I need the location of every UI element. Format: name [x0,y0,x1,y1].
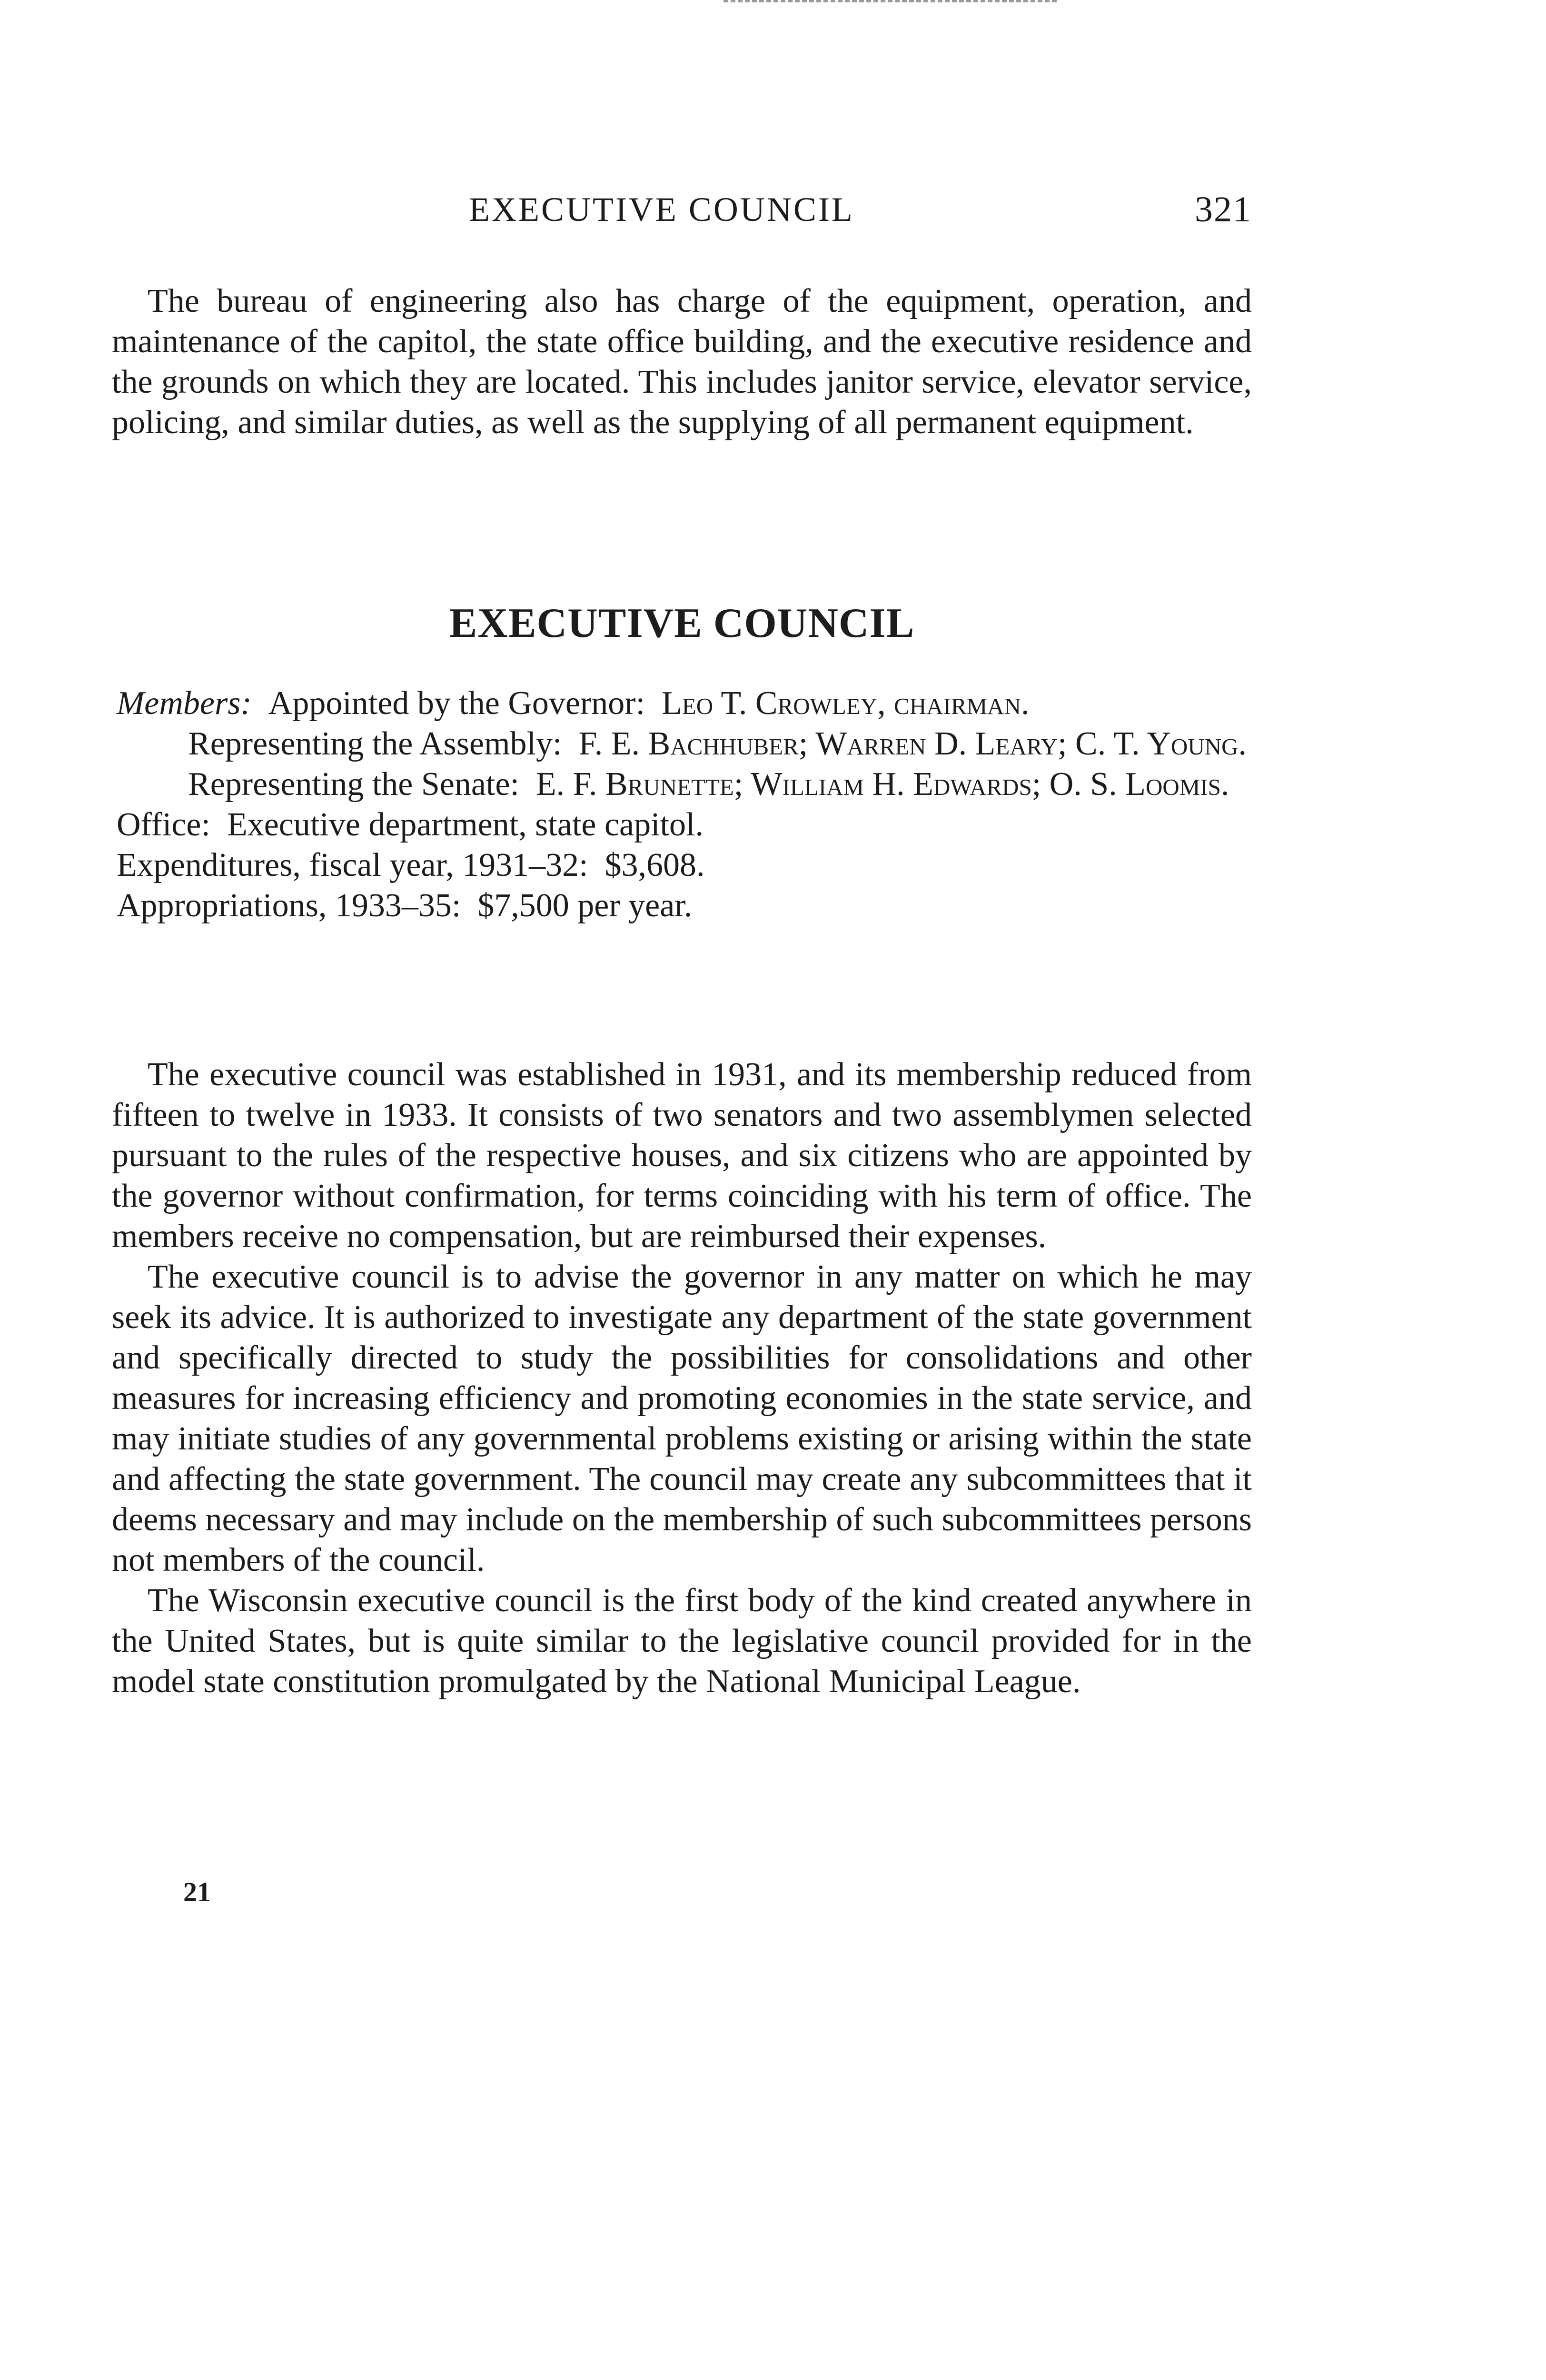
body-paragraph: The executive council was established in 1931, and its membership reduced from fifteen to twelve in 1933. It consists of two senators and two assemblymen selected pursuant to the rules of the respective houses, and six citizens who are appointed by the governor without confirmation, for terms coinciding with his term of office. The members receive no compensation, but are reimbursed their expenses. [112,1056,1252,1255]
senate-label: Representing the Senate: [188,766,519,803]
senate-line [117,764,1254,804]
top-edge-rule [723,0,1057,7]
expenditures-value: $3,608. [605,847,705,883]
assembly-line [117,724,1254,764]
signature-mark: 21 [183,1876,211,1907]
expenditures-line [117,845,1254,885]
running-title: EXECUTIVE COUNCIL [469,190,854,228]
appropriations-label: Appropriations, 1933–35: [117,887,461,924]
governor-appointed-label: Appointed by the Governor: [268,685,645,722]
office-line [117,804,1254,845]
running-header [114,183,1252,236]
assembly-label: Representing the Assembly: [188,725,562,762]
office-value: Executive department, state capitol. [227,806,704,843]
intro-paragraph: The bureau of engineering also has charge of the equipment, operation, and maintenance of the capitol, the state office building, and the executive residence and the grounds on which they are located. This includes janitor service, elevator service, policing, and similar duties, as well as the supplying of all permanent equipment. [112,283,1252,441]
members-line [117,683,1254,724]
members-label: Members: [117,685,252,722]
senate-members: E. F. Brunette; William H. Edwards; O. S. Loomis. [535,766,1229,803]
body-paragraph: The executive council is to advise the governor in any matter on which he may seek its advice. It is authorized to investigate any department of the state government and specifically directed to study the possibilities for consolidations and other measures for increasing efficiency and promoting economies in the state service, and may initiate studies of any governmental problems existing or arising within the state and affecting the state government. The council may create any subcommittees that it deems necessary and may include on the membership of such subcommittees persons not members of the council. [112,1259,1252,1578]
appropriations-line [117,885,1254,926]
page-number: 321 [1195,189,1252,229]
intro-text-block [112,281,1252,443]
appropriations-value: $7,500 per year. [477,887,693,924]
section-title: EXECUTIVE COUNCIL [449,600,915,646]
body-paragraph: The Wisconsin executive council is the first body of the kind created anywhere in the United States, but is quite similar to the legislative council provided for in the model state constitution promulgated by the National Municipal League. [112,1582,1252,1700]
assembly-members: F. E. Bachhuber; Warren D. Leary; C. T. Young. [578,725,1247,762]
council-info-block [117,683,1254,926]
expenditures-label: Expenditures, fiscal year, 1931–32: [117,847,588,883]
governor-appointee: Leo T. Crowley, chairman. [662,685,1030,722]
office-label: Office: [117,806,210,843]
body-text-block [112,1054,1252,1702]
